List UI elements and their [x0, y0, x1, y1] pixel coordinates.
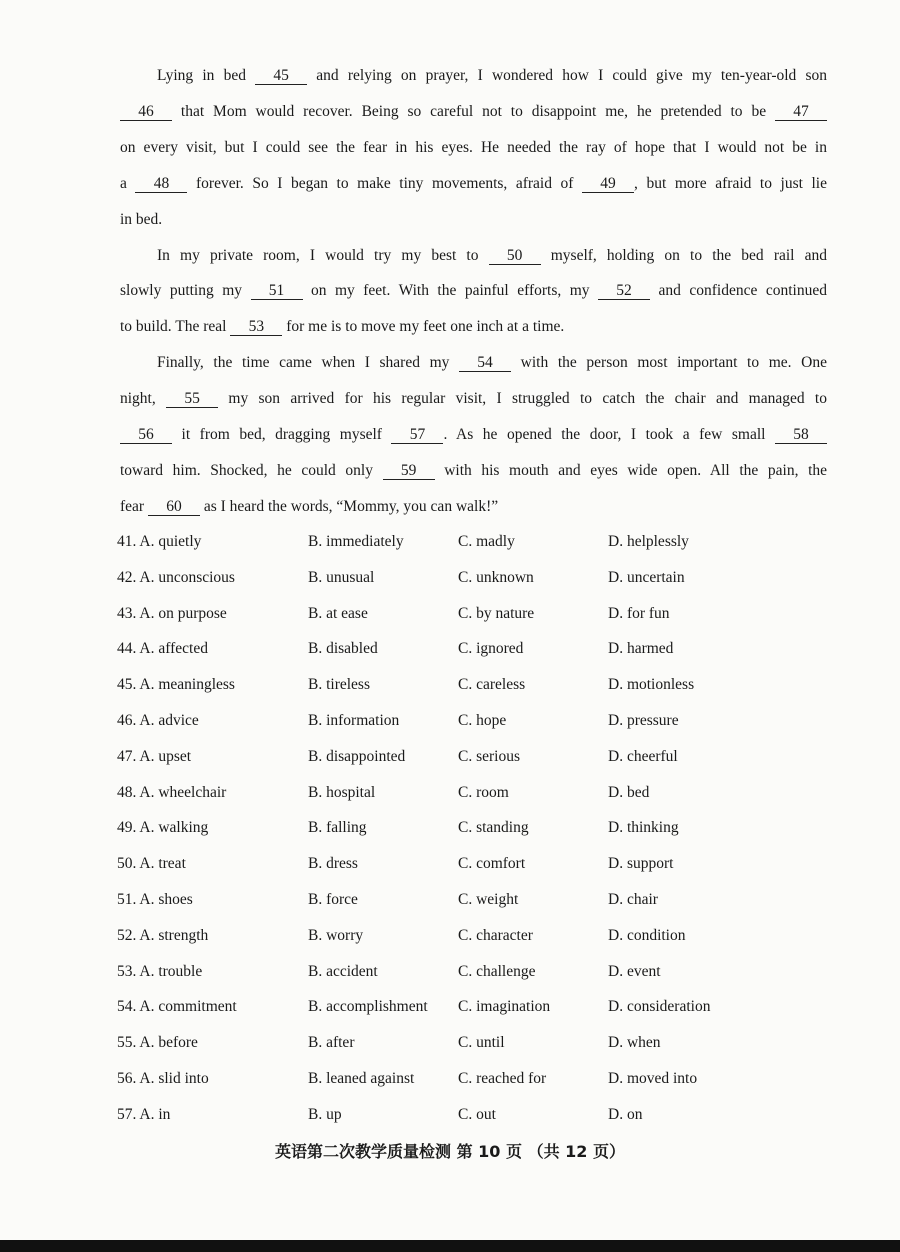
passage-text: myself, holding on to the bed rail and — [540, 246, 827, 264]
cloze-blank: 56 — [120, 426, 172, 444]
cloze-blank: 59 — [383, 462, 435, 480]
passage-text: a — [120, 174, 136, 192]
option-a: 54. A. commitment — [117, 998, 237, 1016]
option-a: 50. A. treat — [117, 855, 186, 873]
scan-edge-bar — [0, 1240, 900, 1252]
option-c: C. reached for — [458, 1070, 547, 1087]
option-b: B. at ease — [308, 604, 368, 622]
cloze-blank: 51 — [251, 282, 303, 300]
option-c: C. weight — [458, 891, 519, 908]
cloze-blank: 48 — [135, 175, 187, 193]
passage-line — [120, 316, 827, 338]
passage-text: as I heard the words, “Mommy, you can walk!” — [199, 497, 499, 515]
passage-line — [157, 245, 827, 267]
option-b: B. falling — [308, 819, 367, 837]
option-d: D. on — [608, 1105, 643, 1123]
passage-text: . As he opened the door, I took a few small — [443, 426, 775, 443]
option-b: B. disappointed — [308, 747, 406, 765]
option-b: B. worry — [308, 926, 364, 944]
option-a: 51. A. shoes — [117, 891, 193, 908]
option-d: D. condition — [608, 926, 686, 944]
passage-text: fear — [120, 497, 148, 515]
option-a: 55. A. before — [117, 1034, 198, 1052]
option-c: C. challenge — [458, 962, 536, 980]
option-a: 56. A. slid into — [117, 1070, 209, 1087]
option-d: D. when — [608, 1034, 661, 1052]
passage-text: In my private room, I would try my best to — [157, 246, 489, 264]
passage-text: to build. The real — [120, 318, 231, 336]
option-a: 53. A. trouble — [117, 962, 203, 980]
passage-line — [120, 280, 827, 302]
option-d: D. thinking — [608, 819, 679, 837]
option-b: B. tireless — [308, 676, 370, 694]
cloze-blank: 57 — [391, 426, 443, 444]
passage-text: for me is to move my feet one inch at a time. — [282, 318, 565, 336]
passage-line — [120, 137, 827, 159]
option-a: 41. A. quietly — [117, 533, 202, 550]
option-c: C. out — [458, 1105, 496, 1123]
option-d: D. consideration — [608, 998, 711, 1016]
cloze-blank: 46 — [120, 103, 172, 121]
option-b: B. information — [308, 712, 400, 729]
option-b: B. disabled — [308, 640, 378, 658]
option-c: C. serious — [458, 747, 520, 765]
option-c: C. madly — [458, 533, 515, 550]
option-d: D. support — [608, 855, 674, 873]
passage-text: with the person most important to me. One — [511, 354, 828, 372]
option-d: D. pressure — [608, 712, 679, 729]
option-c: C. unknown — [458, 568, 534, 586]
passage-text: it from bed, dragging myself — [172, 426, 392, 443]
passage-text: toward him. Shocked, he could only — [120, 461, 383, 479]
cloze-blank: 53 — [230, 318, 282, 336]
cloze-blank: 55 — [166, 390, 218, 408]
option-b: B. dress — [308, 855, 358, 873]
option-b: B. hospital — [308, 783, 376, 801]
option-c: C. hope — [458, 712, 507, 729]
passage-line — [120, 209, 827, 231]
option-a: 48. A. wheelchair — [117, 783, 227, 801]
option-d: D. helplessly — [608, 533, 689, 550]
passage-text: on every visit, but I could see the fear in his eyes. He needed the ray of hope that I would not be in — [120, 138, 827, 156]
cloze-blank: 58 — [775, 426, 827, 444]
passage-text: and confidence continued — [650, 282, 827, 300]
option-a: 47. A. upset — [117, 747, 192, 765]
option-c: C. room — [458, 783, 509, 801]
option-b: B. up — [308, 1105, 342, 1123]
option-c: C. imagination — [458, 998, 551, 1016]
option-d: D. chair — [608, 891, 658, 908]
option-d: D. for fun — [608, 604, 670, 622]
option-c: C. character — [458, 926, 533, 944]
cloze-blank: 54 — [459, 354, 511, 372]
passage-line — [120, 424, 827, 446]
option-b: B. leaned against — [308, 1070, 415, 1087]
option-b: B. accident — [308, 962, 378, 980]
passage-line — [157, 352, 827, 374]
page-footer: 英语第二次教学质量检测 第 10 页 （共 12 页） — [275, 1142, 625, 1161]
passage-text: and relying on prayer, I wondered how I could give my ten-year-old son — [307, 67, 827, 84]
passage-text: forever. So I began to make tiny movements, afraid of — [187, 174, 583, 192]
option-c: C. comfort — [458, 855, 526, 873]
option-d: D. moved into — [608, 1070, 698, 1087]
passage-text: my son arrived for his regular visit, I struggled to catch the chair and managed to — [218, 390, 827, 408]
option-b: B. unusual — [308, 568, 375, 586]
passage-text: slowly putting my — [120, 282, 251, 300]
passage-text: on my feet. With the painful efforts, my — [302, 282, 599, 300]
option-d: D. bed — [608, 783, 650, 801]
option-d: D. uncertain — [608, 568, 685, 586]
option-d: D. event — [608, 962, 661, 980]
option-a: 43. A. on purpose — [117, 604, 227, 622]
option-b: B. after — [308, 1034, 355, 1052]
passage-line — [120, 173, 827, 195]
option-a: 45. A. meaningless — [117, 676, 235, 694]
passage-text: Lying in bed — [157, 67, 256, 84]
passage-text: , but more afraid to just lie — [634, 174, 827, 192]
option-d: D. harmed — [608, 640, 674, 658]
option-b: B. immediately — [308, 533, 404, 550]
passage-line — [120, 101, 827, 123]
option-b: B. force — [308, 891, 358, 908]
option-a: 42. A. unconscious — [117, 568, 235, 586]
option-c: C. by nature — [458, 604, 535, 622]
option-d: D. cheerful — [608, 747, 678, 765]
passage-line — [157, 65, 827, 87]
cloze-blank: 49 — [582, 175, 634, 193]
passage-text: with his mouth and eyes wide open. All the pain, the — [434, 461, 827, 479]
cloze-blank: 50 — [489, 247, 541, 265]
option-c: C. standing — [458, 819, 529, 837]
option-c: C. careless — [458, 676, 526, 694]
option-c: C. ignored — [458, 640, 524, 658]
passage-line — [120, 496, 827, 518]
passage-text: night, — [120, 390, 167, 408]
cloze-blank: 52 — [598, 282, 650, 300]
cloze-blank: 60 — [148, 498, 200, 516]
option-c: C. until — [458, 1034, 505, 1052]
option-b: B. accomplishment — [308, 998, 428, 1016]
option-a: 57. A. in — [117, 1105, 171, 1123]
option-a: 44. A. affected — [117, 640, 208, 658]
option-d: D. motionless — [608, 676, 695, 694]
passage-text: that Mom would recover. Being so careful not to disappoint me, he pretended to be — [172, 102, 775, 120]
option-a: 49. A. walking — [117, 819, 209, 837]
cloze-blank: 47 — [775, 103, 827, 121]
passage-line — [120, 388, 827, 410]
option-a: 52. A. strength — [117, 926, 209, 944]
passage-text: in bed. — [120, 210, 163, 228]
passage-line — [120, 460, 827, 482]
option-a: 46. A. advice — [117, 712, 199, 729]
passage-text: Finally, the time came when I shared my — [157, 354, 460, 372]
cloze-blank: 45 — [255, 67, 307, 85]
